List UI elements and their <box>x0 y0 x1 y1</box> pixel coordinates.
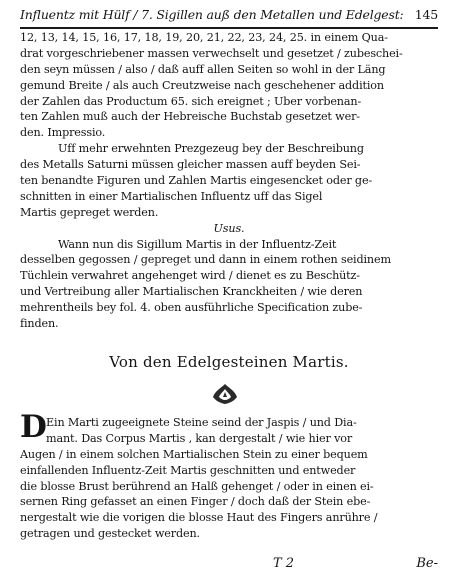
text-line: gemund Breite / als auch Creutzweise nach geschehener addition <box>20 78 384 92</box>
text-line: Augen / in einem solchen Martialischen Stein zu einer bequem <box>20 447 368 461</box>
paragraph-numbers <box>20 30 438 141</box>
text-line: finden. <box>20 317 59 331</box>
subheading-usus: Usus. <box>213 221 245 235</box>
paragraph-usus <box>20 237 438 332</box>
catchword: Be- <box>416 556 438 571</box>
running-header <box>20 4 438 28</box>
paragraph-impressio <box>20 141 438 220</box>
main-text-block <box>20 30 438 332</box>
page-number: 145 <box>414 7 438 22</box>
ornament-icon <box>210 382 240 406</box>
text-line: Ein Marti zugeeignete Steine seind der Jaspis / und Dia- <box>46 416 357 429</box>
text-line: die blosse Brust berührend an Halß gehenget / oder in einen ei- <box>20 479 374 493</box>
text-line: drat vorgeschriebener massen verwechselt und gesetzet / zubeschei- <box>20 46 403 60</box>
text-line: Uff mehr erwehnten Prezgezeug bey der Beschreibung <box>58 142 364 156</box>
text-line: den. Impressio. <box>20 126 106 140</box>
signature-mark: T 2 <box>273 556 295 571</box>
text-line: mant. Das Corpus Martis , kan dergestalt / wie hier vor <box>46 431 353 445</box>
text-line: getragen und gestecket werden. <box>20 527 200 541</box>
text-line: ten Zahlen muß auch der Hebreische Buchstab gesetzet wer- <box>20 110 360 124</box>
header-rule <box>20 27 438 29</box>
text-line: und Vertreibung aller Martialischen Kranckheiten / wie deren <box>20 285 363 299</box>
text-line: schnitten in einer Martialischen Influentz uff das Sigel <box>20 189 323 203</box>
text-line: mehrentheils bey fol. 4. oben ausführliche Specification zube- <box>20 301 363 315</box>
text-line: desselben gegossen / gepreget und dann in einem rothen seidinem <box>20 253 391 267</box>
text-line: Tüchlein verwahret angehenget wird / dienet es zu Beschütz- <box>20 269 360 283</box>
text-line: Wann nun dis Sigillum Martis in der Influentz-Zeit <box>58 237 337 251</box>
gemstones-text-block <box>20 415 438 542</box>
running-head-text: Influentz mit Hülf / 7. Sigillen auß den Metallen und Edelgest: <box>20 7 404 22</box>
text-line: einfallenden Influentz-Zeit Martis geschnitten und entweder <box>20 463 356 477</box>
drop-cap: D <box>20 409 47 445</box>
text-line: nergestalt wie die vorigen die blosse Haut des Fingers anrühre / <box>20 511 378 525</box>
text-line: sernen Ring gefasset an einen Finger / doch daß der Stein ebe- <box>20 495 371 509</box>
text-line: des Metalls Saturni müssen gleicher massen auff beyden Sei- <box>20 158 361 172</box>
page-footer <box>20 556 438 574</box>
text-line: ten benandte Figuren und Zahlen Martis eingesencket oder ge- <box>20 174 373 188</box>
text-line: der Zahlen das Productum 65. sich ereignet ; Uber vorbenan- <box>20 94 362 108</box>
text-line: 12, 13, 14, 15, 16, 17, 18, 19, 20, 21, 22, 23, 24, 25. in einem Qua- <box>20 31 388 44</box>
section-title: Von den Edelgesteinen Martis. <box>109 353 349 371</box>
text-line: den seyn müssen / also / daß auff allen Seiten so wohl in der Läng <box>20 62 386 76</box>
text-line: Martis gepreget werden. <box>20 205 159 219</box>
